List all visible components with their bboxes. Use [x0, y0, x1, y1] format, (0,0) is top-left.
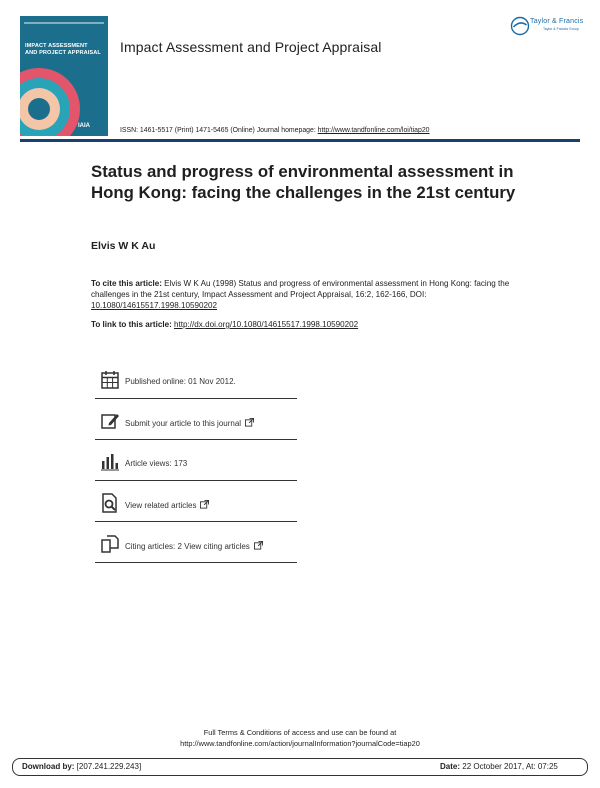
- published-online-text: Published online: 01 Nov 2012.: [125, 377, 236, 386]
- article-author: Elvis W K Au: [91, 240, 156, 252]
- related-articles-label: View related articles: [125, 501, 197, 510]
- info-divider: [95, 521, 297, 522]
- issn-text: ISSN: 1461-5517 (Print) 1471-5465 (Online) Journal homepage:: [120, 127, 318, 134]
- journal-title[interactable]: Impact Assessment and Project Appraisal: [120, 39, 382, 55]
- journal-homepage-link[interactable]: http://www.tandfonline.com/loi/tiap20: [317, 127, 430, 134]
- publisher-logo-text: Taylor & Francis: [530, 18, 584, 25]
- citation-text: Elvis W K Au (1998) Status and progress of environmental assessment in Hong Kong: facing the challenges in the 21st century, Impact Assessment and Project Appraisal, 16:2, 162-166, DOI:: [91, 279, 510, 300]
- publisher-logo-tagline: Taylor & Francis Group: [543, 27, 579, 31]
- edit-icon: [100, 411, 120, 431]
- article-title: Status and progress of environmental assessment in Hong Kong: facing the challenges in the 21st century: [91, 162, 516, 202]
- cover-title-line2: AND PROJECT APPRAISAL: [25, 50, 101, 56]
- cover-top-bar: [24, 22, 104, 24]
- citing-articles-label: Citing articles: 2 View citing articles: [125, 542, 250, 551]
- citation-label: To cite this article:: [91, 279, 162, 288]
- submit-article-label: Submit your article to this journal: [125, 419, 242, 428]
- info-divider: [95, 562, 297, 563]
- terms-url-link[interactable]: http://www.tandfonline.com/action/journalInformation?journalCode=tiap20: [180, 739, 420, 748]
- cover-title-line1: IMPACT ASSESSMENT: [25, 43, 88, 49]
- journal-cover-image: [20, 16, 108, 136]
- view-citing-articles-link[interactable]: [125, 541, 263, 551]
- external-link-icon: [245, 418, 254, 427]
- calendar-icon: [100, 370, 120, 390]
- search-document-icon: [100, 493, 120, 513]
- publisher-logo-icon[interactable]: [510, 16, 530, 36]
- article-doi-url-link[interactable]: http://dx.doi.org/10.1080/14615517.1998.10590202: [174, 320, 359, 329]
- cover-badge: IAIA: [78, 123, 90, 129]
- issn-line: [120, 127, 430, 134]
- info-divider: [95, 398, 297, 399]
- submit-article-link[interactable]: [125, 418, 254, 428]
- article-views-text: Article views: 173: [125, 459, 188, 468]
- citing-articles-row[interactable]: [95, 526, 297, 566]
- external-link-icon: [200, 500, 209, 509]
- bar-chart-icon: [100, 452, 120, 472]
- download-date-label: Date:: [440, 762, 461, 771]
- submit-article-row[interactable]: [95, 403, 297, 443]
- terms-text: Full Terms & Conditions of access and use can be found at: [203, 728, 397, 737]
- downloaded-by-value: [207.241.229.243]: [74, 762, 142, 771]
- link-label: To link to this article:: [91, 320, 175, 329]
- cover-ring-core: [28, 98, 50, 120]
- view-related-articles-link[interactable]: [125, 500, 209, 510]
- info-divider: [95, 439, 297, 440]
- related-articles-row[interactable]: [95, 485, 297, 525]
- external-link-icon: [254, 541, 263, 550]
- published-row: [95, 362, 297, 402]
- doi-link[interactable]: 10.1080/14615517.1998.10590202: [91, 301, 218, 311]
- citing-documents-icon: [100, 534, 120, 554]
- article-link-line: [91, 320, 358, 329]
- article-views-row: [95, 444, 297, 484]
- download-date: [440, 762, 558, 771]
- header-divider: [20, 139, 580, 142]
- info-divider: [95, 480, 297, 481]
- cover-title: [25, 43, 105, 57]
- downloaded-by: [22, 762, 141, 771]
- downloaded-by-label: Download by:: [22, 762, 75, 771]
- citation-block: [91, 278, 531, 312]
- download-date-value: 22 October 2017, At: 07:25: [460, 762, 558, 771]
